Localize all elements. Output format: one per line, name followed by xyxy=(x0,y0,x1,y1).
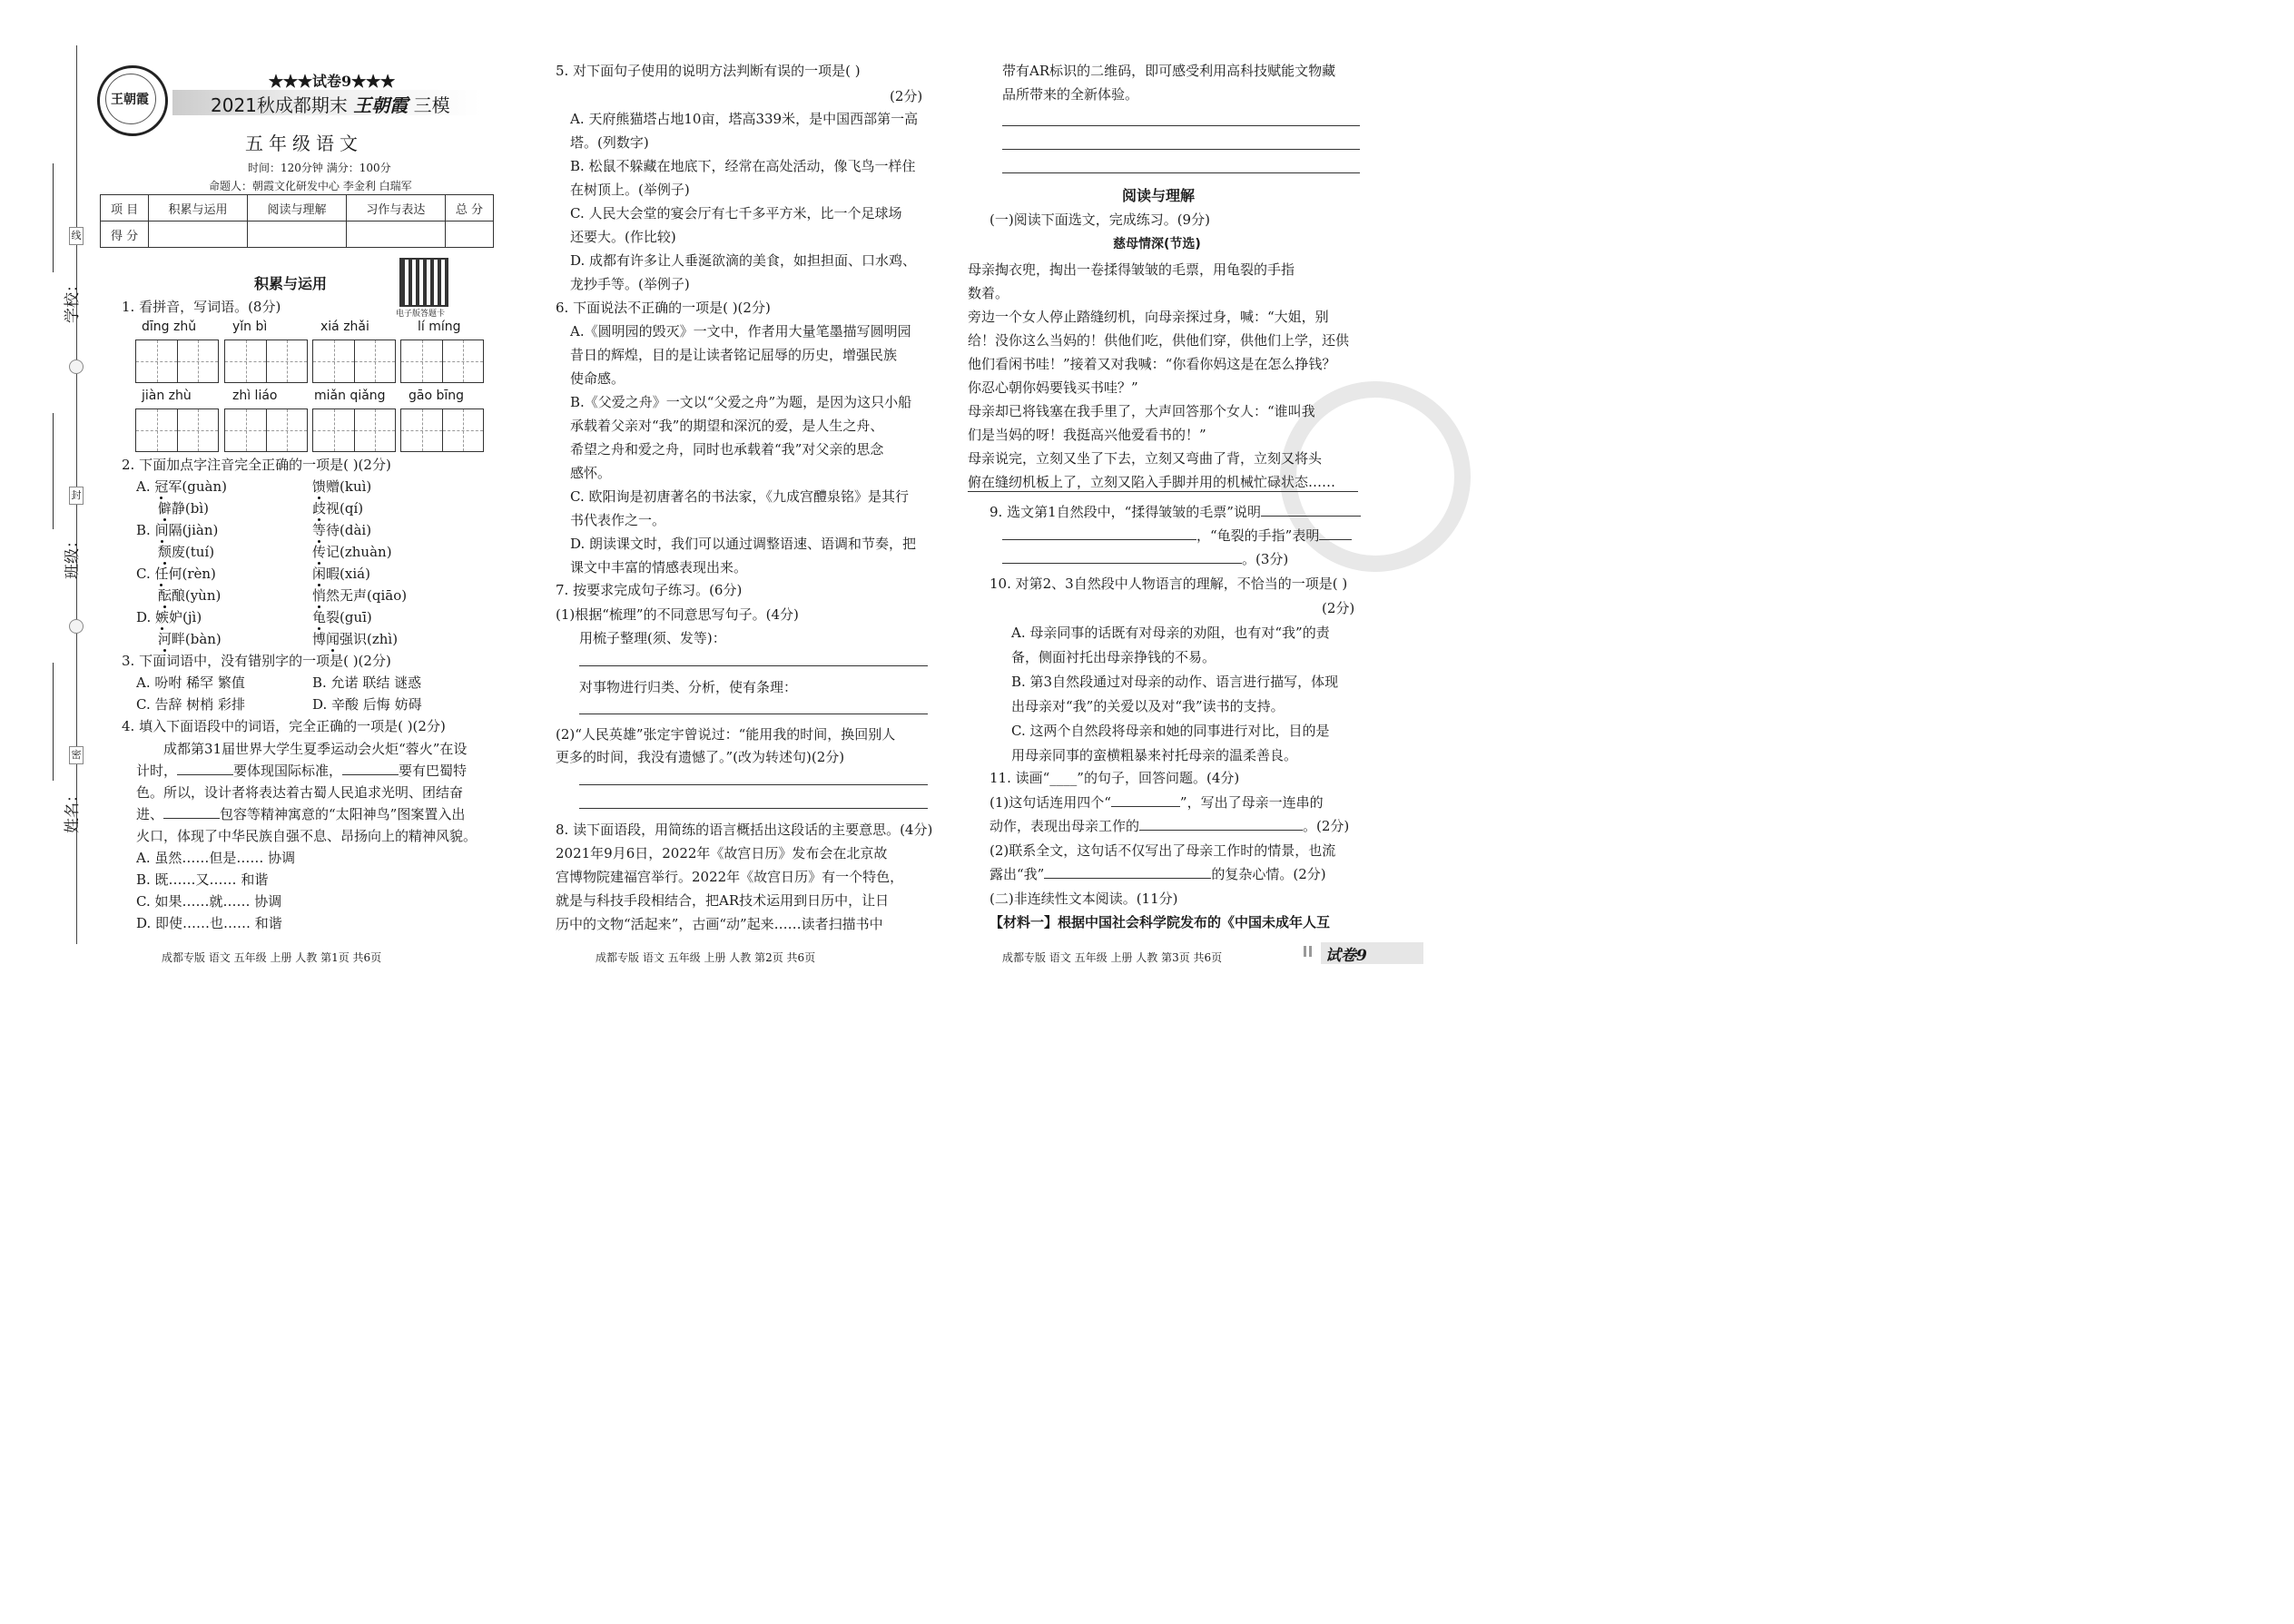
option: D. 嫉妒(jì) xyxy=(136,609,202,625)
q8-passage: 历中的文物“活起来”，古画“动”起来……读者扫描书中 xyxy=(556,916,883,932)
option: A. 冠军(guàn) xyxy=(136,478,227,495)
q11-text: 动作，表现出母亲工作的 xyxy=(989,818,1140,834)
school-field[interactable] xyxy=(53,163,54,272)
score-note: (2分) xyxy=(890,88,923,104)
blank[interactable] xyxy=(1319,527,1352,540)
option: A. 吩咐 稀罕 繁值 xyxy=(136,674,245,691)
score-row-label: 得 分 xyxy=(101,221,149,248)
score-table-header xyxy=(101,195,494,221)
question-6: 6. 下面说法不正确的一项是( )(2分) xyxy=(556,300,771,316)
series-label: ★★★试卷9★★★ xyxy=(269,73,396,90)
option: B.《父爱之舟》一文以“父爱之舟”为题，是因为这只小船 xyxy=(570,394,912,410)
option: 龟裂(guī) xyxy=(312,609,372,625)
option: 河畔(bàn) xyxy=(157,631,222,647)
option: D. 辛酸 后悔 妨碍 xyxy=(312,696,422,713)
question-7-1: (1)根据“梳理”的不同意思写句子。(4分) xyxy=(556,606,799,623)
question-11: 11. 读画“____”的句子，回答问题。(4分) xyxy=(989,770,1240,786)
qr-code[interactable] xyxy=(399,258,448,307)
option: B. 间隔(jiàn) xyxy=(136,522,219,538)
passage-line: 你忍心朝你妈要钱买书哇？” xyxy=(968,379,1138,396)
option: B. 既……又…… 和谐 xyxy=(136,871,269,888)
passage-title: 慈母情深(节选) xyxy=(1113,237,1201,251)
exam-authors: 命题人：朝霞文化研发中心 李金利 白瑞军 xyxy=(209,180,412,192)
corner-tag: 试卷9 xyxy=(1325,947,1367,965)
writing-box[interactable] xyxy=(312,340,396,383)
writing-box[interactable] xyxy=(224,408,308,452)
option: A. 母亲同事的话既有对母亲的劝阻，也有对“我”的责 xyxy=(1011,625,1330,641)
blank[interactable] xyxy=(1139,817,1303,831)
option: 还要大。(作比较) xyxy=(570,229,676,245)
pinyin: zhì liáo xyxy=(232,389,278,403)
binding-hole xyxy=(69,619,84,634)
option: A.《圆明园的毁灭》一文中，作者用大量笔墨描写圆明园 xyxy=(570,323,911,340)
question-7-2: 更多的时间，我没有遗憾了。”(改为转述句)(2分) xyxy=(556,749,845,765)
option: 酝酿(yùn) xyxy=(157,587,222,604)
pinyin: gāo bīng xyxy=(409,389,465,403)
q8-passage: 宫博物院建福宫举行。2022年《故宫日历》有一个特色， xyxy=(556,869,904,885)
score-cell[interactable] xyxy=(149,221,248,248)
part-heading: (二)非连续性文本阅读。(11分) xyxy=(989,891,1178,907)
score-col-sec1: 积累与运用 xyxy=(149,195,248,221)
passage-line: 他们看闲书哇！”接着又对我喊：“你看你妈这是在怎么挣钱？ xyxy=(968,356,1336,372)
section-title: 积累与运用 xyxy=(254,275,328,292)
blank[interactable] xyxy=(1261,503,1361,517)
subject-title: 五年级语文 xyxy=(245,133,363,154)
q4-text: 包容等精神寓意的“太阳神鸟”图案置入出 xyxy=(220,806,466,822)
exam-meta: 时间：120分钟 满分：100分 xyxy=(248,162,391,174)
question-11-2 xyxy=(989,863,1326,885)
writing-box[interactable] xyxy=(135,408,219,452)
option: 书代表作之一。 xyxy=(570,512,666,528)
class-label: 班级： xyxy=(64,533,82,579)
pinyin: xiá zhǎi xyxy=(320,320,369,334)
exam-title-suffix: 三模 xyxy=(413,94,450,116)
class-field[interactable] xyxy=(53,413,54,529)
logo xyxy=(97,65,168,136)
binding-hole xyxy=(69,359,84,374)
option: 感怀。 xyxy=(570,465,612,481)
pinyin: jiàn zhù xyxy=(142,389,192,403)
binding-tag: 封 xyxy=(69,487,84,505)
option: 使命感。 xyxy=(570,370,625,387)
qr-caption: 电子版答题卡 xyxy=(396,310,446,319)
blank[interactable] xyxy=(1002,550,1242,564)
passage-line: 俯在缝纫机板上了，立刻又陷入手脚并用的机械忙碌状态…… xyxy=(968,474,1336,490)
option: C. 欧阳询是初唐著名的书法家，《九成宫醴泉铭》是其行 xyxy=(570,488,909,505)
option: B. 松鼠不躲藏在地底下，经常在高处活动，像飞鸟一样住 xyxy=(570,158,916,174)
option: C. 任何(rèn) xyxy=(136,566,216,582)
score-col-item: 项 目 xyxy=(101,195,149,221)
answer-line[interactable] xyxy=(1002,172,1360,173)
question-3: 3. 下面词语中，没有错别字的一项是( )(2分) xyxy=(122,653,391,669)
writing-box[interactable] xyxy=(400,408,484,452)
option: 备，侧面衬托出母亲挣钱的不易。 xyxy=(1011,649,1216,665)
option: 出母亲对“我”的关爱以及对“我”读书的支持。 xyxy=(1011,698,1285,714)
question-8: 8. 读下面语段，用简练的语言概括出这段话的主要意思。(4分) xyxy=(556,822,933,838)
answer-line[interactable] xyxy=(579,784,928,785)
question-11-1 xyxy=(989,792,1324,813)
q8-passage: 带有AR标识的二维码，即可感受利用高科技赋能文物藏 xyxy=(1002,63,1336,79)
score-note: (2分) xyxy=(1322,600,1355,616)
writing-box[interactable] xyxy=(135,340,219,383)
pinyin: yǐn bì xyxy=(232,320,268,334)
blank[interactable] xyxy=(163,805,220,819)
option: 在树顶上。(举例子) xyxy=(570,182,690,198)
q4-passage xyxy=(136,760,467,782)
question-9 xyxy=(1002,548,1288,570)
answer-line[interactable] xyxy=(579,665,928,666)
binding-tag: 密 xyxy=(69,746,84,764)
pinyin: dīng zhǔ xyxy=(142,320,197,334)
answer-line[interactable] xyxy=(1002,149,1360,150)
exam-title xyxy=(211,91,450,117)
exam-title-text: 2021秋成都期末 xyxy=(211,94,348,116)
q11-text: (1)这句话连用四个“ xyxy=(989,794,1111,811)
option: D. 朗读课文时，我们可以通过调整语速、语调和节奏，把 xyxy=(570,536,917,552)
score-cell[interactable] xyxy=(346,221,445,248)
option: 希望之舟和爱之舟，同时也承载着“我”对父亲的思念 xyxy=(570,441,884,458)
question-1: 1. 看拼音，写词语。(8分) xyxy=(122,299,281,315)
score-table xyxy=(100,194,494,248)
part-heading: (一)阅读下面选文，完成练习。(9分) xyxy=(989,212,1210,228)
option: A. 虽然……但是…… 协调 xyxy=(136,850,296,866)
page-footer: 成都专版 语文 五年级 上册 人教 第2页 共6页 xyxy=(596,951,816,964)
option: 馈赠(kuì) xyxy=(312,478,372,495)
option: 承载着父亲对“我”的期望和深沉的爱，是人生之舟、 xyxy=(570,418,884,434)
passage-line: 母亲却已将钱塞在我手里了，大声回答那个女人：“谁叫我 xyxy=(968,403,1315,419)
q11-text: 露出“我” xyxy=(989,866,1045,882)
q11-text: 的复杂心情。(2分) xyxy=(1211,866,1326,882)
material-heading: 【材料一】根据中国社会科学院发布的《中国未成年人互 xyxy=(989,914,1331,930)
q8-passage: 就是与科技手段相结合，把AR技术运用到日历中，让日 xyxy=(556,892,890,909)
option: 课文中丰富的情感表现出来。 xyxy=(570,559,748,576)
score-col-total: 总 分 xyxy=(445,195,493,221)
question-7-1b: 对事物进行归类、分析，使有条理： xyxy=(579,679,798,695)
exam-title-brand: 王朝霞 xyxy=(353,94,409,116)
option: 颓废(tuí) xyxy=(157,544,215,560)
school-label: 学校： xyxy=(64,277,82,323)
passage-line: 数着。 xyxy=(968,285,1009,301)
question-9 xyxy=(1002,525,1352,546)
corner-decor xyxy=(1304,946,1314,957)
blank[interactable] xyxy=(1044,865,1211,879)
question-7-2: (2)“人民英雄”张定宇曾说过：“能用我的时间，换回别人 xyxy=(556,726,896,743)
underline-marker xyxy=(968,491,1358,492)
name-label: 姓名： xyxy=(64,787,82,833)
blank[interactable] xyxy=(1111,793,1180,807)
binding-tag: 线 xyxy=(69,227,84,245)
q4-text: 要有巴蜀特 xyxy=(399,763,468,779)
pinyin: miǎn qiǎng xyxy=(314,389,386,403)
option: 闲暇(xiá) xyxy=(312,566,370,582)
option: D. 成都有许多让人垂涎欲滴的美食，如担担面、口水鸡、 xyxy=(570,252,917,269)
logo-text: 王朝霞 xyxy=(111,93,149,107)
q4-passage: 成都第31届世界大学生夏季运动会火炬“蓉火”在设 xyxy=(163,741,468,757)
pinyin: lí míng xyxy=(418,320,461,334)
passage-line: 旁边一个女人停止踏缝纫机，向母亲探过身，喊：“大姐，别 xyxy=(968,309,1329,325)
q8-passage: 2021年9月6日，2022年《故宫日历》发布会在北京故 xyxy=(556,845,888,861)
option: 传记(zhuàn) xyxy=(312,544,392,560)
option: 悄然无声(qiāo) xyxy=(312,587,408,604)
question-7: 7. 按要求完成句子练习。(6分) xyxy=(556,582,743,598)
question-9 xyxy=(989,501,1361,523)
option: 博闻强识(zhì) xyxy=(312,631,399,647)
answer-line[interactable] xyxy=(1002,125,1360,126)
passage-line: 母亲说完，立刻又坐了下去，立刻又弯曲了背，立刻又将头 xyxy=(968,450,1323,467)
option: 歧视(qí) xyxy=(312,500,364,517)
q4-passage: 火口，体现了中华民族自强不息、昂扬向上的精神风貌。 xyxy=(136,828,478,844)
score-cell[interactable] xyxy=(445,221,493,248)
option: D. 即使……也…… 和谐 xyxy=(136,915,282,931)
question-11-2: (2)联系全文，这句话不仅写出了母亲工作时的情景，也流 xyxy=(989,842,1336,859)
page-footer: 成都专版 语文 五年级 上册 人教 第1页 共6页 xyxy=(162,951,382,964)
question-5: 5. 对下面句子使用的说明方法判断有误的一项是( ) xyxy=(556,63,861,79)
passage-line: 给！没你这么当妈的！供他们吃，供他们穿，供他们上学，还供 xyxy=(968,332,1350,349)
option: 龙抄手等。(举例子) xyxy=(570,276,690,292)
q9-text: 9. 选文第1自然段中，“揉得皱皱的毛票”说明 xyxy=(989,504,1261,520)
passage-line: 们是当妈的呀！我挺高兴他爱看书的！” xyxy=(968,427,1206,443)
writing-box[interactable] xyxy=(400,340,484,383)
q4-passage xyxy=(136,803,465,825)
option: 用母亲同事的蛮横粗暴来衬托母亲的温柔善良。 xyxy=(1011,747,1298,763)
writing-box[interactable] xyxy=(224,340,308,383)
option: A. 天府熊猫塔占地10亩，塔高339米，是中国西部第一高 xyxy=(570,111,919,127)
question-7-1a: 用梳子整理(须、发等)： xyxy=(579,630,726,646)
score-col-sec3: 习作与表达 xyxy=(346,195,445,221)
option: 昔日的辉煌，目的是让读者铭记屈辱的历史，增强民族 xyxy=(570,347,898,363)
blank[interactable] xyxy=(1002,527,1196,540)
answer-line[interactable] xyxy=(579,808,928,809)
option: 塔。(列数字) xyxy=(570,134,649,151)
option: 等待(dài) xyxy=(312,522,372,538)
score-cell[interactable] xyxy=(248,221,347,248)
q4-text: 进、 xyxy=(136,806,164,822)
page-footer: 成都专版 语文 五年级 上册 人教 第3页 共6页 xyxy=(1002,951,1223,964)
option: C. 告辞 树梢 彩排 xyxy=(136,696,246,713)
section-title: 阅读与理解 xyxy=(1122,187,1196,204)
option: C. 人民大会堂的宴会厅有七千多平方米，比一个足球场 xyxy=(570,205,902,221)
writing-box[interactable] xyxy=(312,408,396,452)
blank[interactable] xyxy=(342,762,399,775)
q8-passage: 品所带来的全新体验。 xyxy=(1002,86,1139,103)
option: 僻静(bì) xyxy=(157,500,209,517)
option: C. 如果……就…… 协调 xyxy=(136,893,282,910)
question-11-1 xyxy=(989,815,1349,837)
option: B. 第3自然段通过对母亲的动作、语言进行描写，体现 xyxy=(1011,674,1339,690)
passage-line: 母亲掏衣兜，掏出一卷揉得皱皱的毛票，用龟裂的手指 xyxy=(968,261,1295,278)
q11-text: ”，写出了母亲一连串的 xyxy=(1179,794,1324,811)
q4-text: 要体现国际标准， xyxy=(233,763,343,779)
score-table-row xyxy=(101,221,494,248)
question-4: 4. 填入下面语段中的词语，完全正确的一项是( )(2分) xyxy=(122,718,446,734)
q4-passage: 色。所以，设计者将表达着古蜀人民追求光明、团结奋 xyxy=(136,784,464,801)
blank[interactable] xyxy=(177,762,233,775)
q4-text: 计时， xyxy=(136,763,178,779)
q9-text: ，“龟裂的手指”表明 xyxy=(1196,527,1320,544)
q11-text: 。(2分) xyxy=(1303,818,1350,834)
q9-text: 。(3分) xyxy=(1242,551,1289,567)
option: C. 这两个自然段将母亲和她的同事进行对比，目的是 xyxy=(1011,723,1330,739)
question-2: 2. 下面加点字注音完全正确的一项是( )(2分) xyxy=(122,457,391,473)
question-10: 10. 对第2、3自然段中人物语言的理解，不恰当的一项是( ) xyxy=(989,576,1348,592)
option: B. 允诺 联结 谜惑 xyxy=(312,674,422,691)
score-col-sec2: 阅读与理解 xyxy=(248,195,347,221)
name-field[interactable] xyxy=(53,663,54,781)
